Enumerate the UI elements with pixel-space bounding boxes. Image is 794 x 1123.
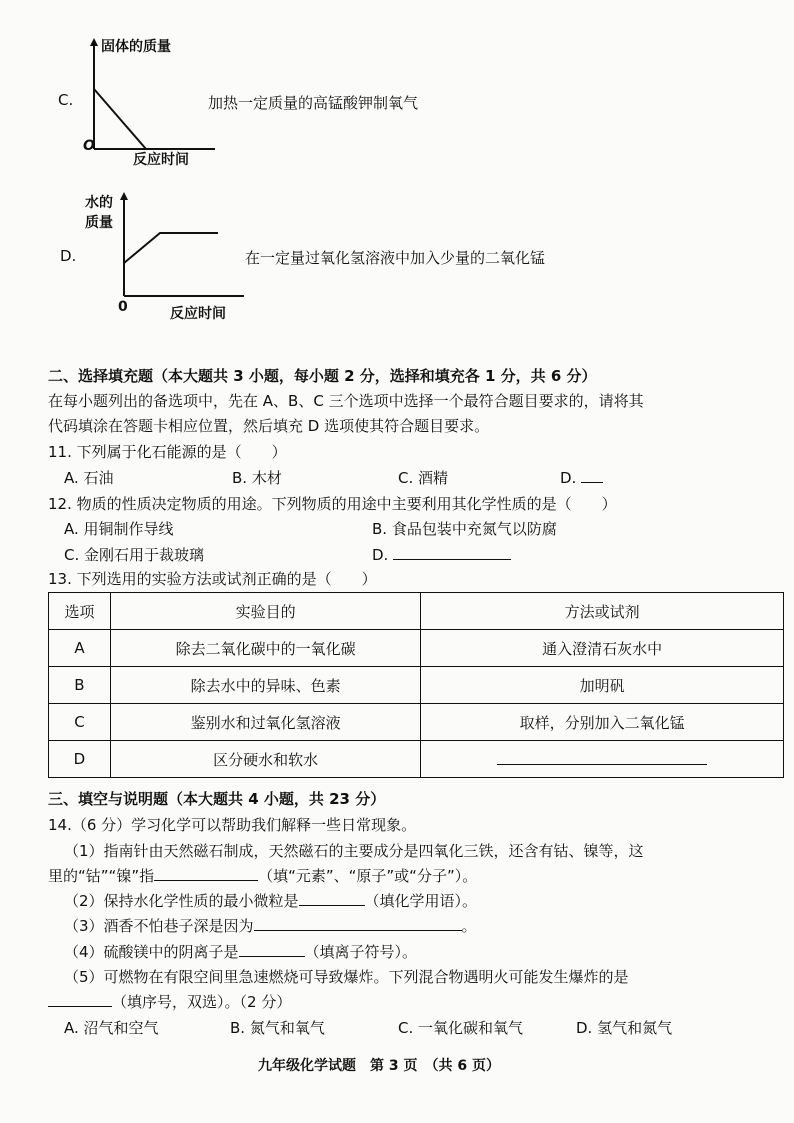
graph-c-description: 加热一定质量的高锰酸钾制氧气 [208, 94, 419, 112]
table-row [49, 704, 784, 741]
table-row [49, 667, 784, 704]
q14-p5-line2: （填序号，双选）。（2 分） [48, 992, 291, 1012]
table-header: 实验目的 [110, 593, 420, 630]
graph-d-line [124, 233, 218, 263]
graph-d-ylabel-2: 质量 [85, 215, 113, 231]
section2-intro-2: 代码填涂在答题卡相应位置，然后填充 D 选项使其符合题目要求。 [48, 417, 490, 435]
q14-p5-line1: （5）可燃物在有限空间里急速燃烧可导致爆炸。下列混合物遇明火可能发生爆炸的是 [64, 968, 629, 986]
q14-p1-line2: 里的“钴”“镍”指 （填“元素”、“原子”或“分子”）。 [48, 867, 478, 885]
q11-blank[interactable] [581, 468, 603, 483]
table-cell: 区分硬水和软水 [110, 741, 420, 778]
table-cell: 通入澄清石灰水中 [421, 630, 784, 667]
q13-stem: 13. 下列选用的实验方法或试剂正确的是（ ） [48, 570, 377, 588]
table-header: 选项 [49, 593, 111, 630]
q13-answer-blank[interactable] [497, 750, 707, 765]
table-cell: 加明矾 [421, 667, 784, 704]
table-cell: 除去水中的异味、色素 [110, 667, 420, 704]
q12-blank[interactable] [393, 545, 511, 560]
q12-stem: 12. 物质的性质决定物质的用途。下列物质的用途中主要利用其化学性质的是（ ） [48, 495, 617, 513]
graph-c-line [94, 89, 146, 149]
q11-option-b: B. 木材 [232, 469, 282, 487]
section2-heading: 二、选择填充题（本大题共 3 小题，每小题 2 分，选择和填充各 1 分，共 6 分） [48, 367, 597, 385]
q14-p4-blank[interactable] [239, 942, 305, 957]
section2-intro-1: 在每小题列出的备选项中，先在 A、B、C 三个选项中选择一个最符合题目要求的，请将其 [48, 392, 644, 410]
table-cell: 鉴别水和过氧化氢溶液 [110, 704, 420, 741]
q14-p5-option-b: B. 氮气和氧气 [230, 1019, 325, 1037]
option-c-label: C. [58, 91, 74, 109]
q13-table [48, 592, 784, 778]
q14-p2-blank[interactable] [299, 891, 365, 906]
q14-p3: （3）酒香不怕巷子深是因为 。 [64, 917, 477, 935]
q14-p1-line1: （1）指南针由天然磁石制成，天然磁石的主要成分是四氧化三铁，还含有钴、镍等，这 [64, 842, 644, 860]
q14-stem: 14.（6 分）学习化学可以帮助我们解释一些日常现象。 [48, 816, 417, 834]
table-cell: C [49, 704, 111, 741]
q14-p5-option-a: A. 沼气和空气 [64, 1019, 159, 1037]
q14-p5-option-d: D. 氢气和氮气 [576, 1019, 673, 1037]
graph-d-xlabel: 反应时间 [170, 306, 226, 322]
graph-c-origin: O [83, 138, 95, 154]
q12-option-b: B. 食品包装中充氮气以防腐 [372, 520, 557, 538]
graph-d-axes [110, 188, 250, 300]
section3-heading: 三、填空与说明题（本大题共 4 小题，共 23 分） [48, 790, 386, 808]
table-cell: 取样，分别加入二氧化锰 [421, 704, 784, 741]
q11-stem: 11. 下列属于化石能源的是（ ） [48, 443, 287, 461]
q14-p2: （2）保持水化学性质的最小微粒是 （填化学用语）。 [64, 892, 478, 910]
table-cell: 除去二氧化碳中的一氧化碳 [110, 630, 420, 667]
graph-c-xlabel: 反应时间 [133, 152, 189, 168]
graph-d-description: 在一定量过氧化氢溶液中加入少量的二氧化锰 [245, 249, 546, 267]
graph-d-origin: 0 [118, 299, 128, 315]
table-row [49, 630, 784, 667]
q14-p5-blank[interactable] [48, 992, 112, 1007]
table-cell: B [49, 667, 111, 704]
q11-option-d: D. [560, 468, 603, 488]
table-header: 方法或试剂 [421, 593, 784, 630]
graph-d-ylabel-1: 水的 [85, 195, 113, 211]
q12-option-c: C. 金刚石用于裁玻璃 [64, 546, 205, 564]
table-cell [421, 741, 784, 778]
page-footer: 九年级化学试题 第 3 页 （共 6 页） [258, 1058, 500, 1074]
table-cell: D [49, 741, 111, 778]
q11-option-a: A. 石油 [64, 469, 114, 487]
table-header-row [49, 593, 784, 630]
q11-option-c: C. 酒精 [398, 469, 449, 487]
option-d-label: D. [60, 247, 77, 265]
q12-option-d: D. [372, 545, 511, 565]
graph-c-ylabel: 固体的质量 [101, 39, 171, 55]
q12-option-a: A. 用铜制作导线 [64, 520, 174, 538]
q14-p4: （4）硫酸镁中的阴离子是 （填离子符号）。 [64, 943, 418, 961]
q14-p1-blank[interactable] [154, 866, 258, 881]
q14-p5-option-c: C. 一氧化碳和氧气 [398, 1019, 524, 1037]
q14-p3-blank[interactable] [254, 916, 462, 931]
table-cell: A [49, 630, 111, 667]
table-row [49, 741, 784, 778]
